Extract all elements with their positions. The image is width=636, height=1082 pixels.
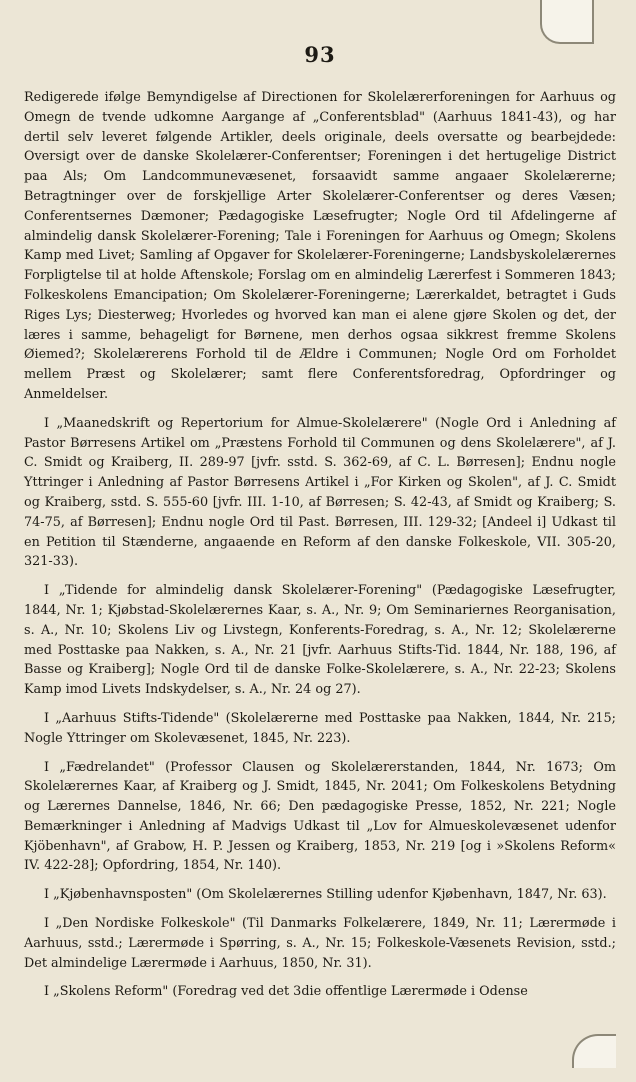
paragraph-faedrelandet: I „Fædrelandet" (Professor Clausen og Skolelærerstanden, 1844, Nr. 1673; Om Skolelærernes Kaar, af Kraiberg og J. Smidt, 1845, Nr. 2041; Om Folkeskolens Betydning og Lærernes Dannelse, 1846, Nr. 66; Den pædagogiske Presse, 1852, Nr. 221; Nogle Bemærkninger i Anledning af Madvigs Udkast til „Lov for Almueskolevæsenet udenfor Kjöbenhavn", af Grabow, H. P. Jessen og Kraiberg, 1853, Nr. 219 [og i »Skolens Reform« IV. 422-28]; Opfordring, 1854, Nr. 140). — [24, 759, 616, 874]
page-curl-bottom — [572, 1034, 616, 1068]
paragraph-aarhuus-stifts-tidende: I „Aarhuus Stifts-Tidende" (Skolelærerne med Posttaske paa Nakken, 1844, Nr. 215; Nogle Yttringer om Skolevæsenet, 1845, Nr. 223). — [24, 710, 616, 746]
paragraph-maanedskrift: I „Maanedskrift og Repertorium for Almue-Skolelærere" (Nogle Ord i Anledning af Pastor Børresens Artikel om „Præstens Forhold til Communen og dens Skolelærere", af J. C. Smidt og Kraiberg, II. 289-97 [jvfr. sstd. S. 362-69, af C. L. Børresen]; Endnu nogle Yttringer i Anledning af Pastor Børresens Artikel i „For Kirken og Skolen", af J. C. Smidt og Kraiberg, sstd. S. 555-60 [jvfr. III. 1-10, af Børresen; S. 42-43, af Smidt og Kraiberg; S. 74-75, af Børresen]; Endnu nogle Ord til Past. Børresen, III. 129-32; [Andeel i] Udkast til en Petition til Stænderne, angaaende en Reform af den danske Folkeskole, VII. 305-20, 321-33). — [24, 415, 616, 570]
page-number: 93 — [304, 42, 336, 67]
paragraph-nordiske-folkeskole: I „Den Nordiske Folkeskole" (Til Danmarks Folkelærere, 1849, Nr. 11; Lærermøde i Aarhuus, sstd.; Lærermøde i Spørring, s. A., Nr. 15; Folkeskole-Væsenets Revision, sstd.; Det almindelige Lærermøde i Aarhuus, 1850, Nr. 31). — [24, 916, 616, 971]
paragraph-conferentsblad: Redigerede ifølge Bemyndigelse af Directionen for Skolelærerforeningen for Aarhuus og Omegn de tvende udkomne Aargange af „Conferentsblad" (Aarhuus 1841-43), og har dertil selv leveret følgende Artikler, deels originale, deels oversatte og bearbejdede: Oversigt over de danske Skolelærer-Conferentser; Foreningen i det hertugelige District paa Als; Om Landcommunevæsenet, forsaavidt samme angaaer Skolelærerne; Betragtninger over de forskjellige Arter Skolelærer-Conferentser og deres Væsen; Conferentsernes Dæmoner; Pædagogiske Læsefrugter; Nogle Ord til Afdelingerne af almindelig dansk Skolelærer-Forening; Tale i Foreningen for Aarhuus og Omegn; Skolens Kamp med Livet; Samling af Opgaver for Skolelærer-Foreningerne; Landsbyskolelærernes Forpligtelse til at holde Aftenskole; Forslag om en almindelig Lærerfest i Sommeren 1843; Folkeskolens Emancipation; Om Skolelærer-Foreningerne; Lærerkaldet, betragtet i Guds Riges Lys; Diesterweg; Hvorledes og hvorved kan man ei alene gjøre Skolen og det, der læres i samme, behageligt for Børnene, men derhos ogsaa sikkrest fremme Skolens Øiemed?; Skolelærerens Forhold til de Ældre i Communen; Nogle Ord om Forholdet mellem Præst og Skolelærer; samt flere Conferentsforedrag, Opfordringer og Anmeldelser. — [24, 90, 616, 402]
paragraph-skolens-reform: I „Skolens Reform" (Foredrag ved det 3die offentlige Lærermøde i Odense — [44, 984, 528, 1000]
page-curl-top — [540, 0, 594, 44]
paragraph-kjobenhavnsposten: I „Kjøbenhavnsposten" (Om Skolelærernes Stilling udenfor Kjøbenhavn, 1847, Nr. 63). — [44, 887, 607, 903]
paragraph-tidende: I „Tidende for almindelig dansk Skolelærer-Forening" (Pædagogiske Læsefrugter, 1844, Nr. 1; Kjøbstad-Skolelærernes Kaar, s. A., Nr. 9; Om Seminariernes Reorganisation, s. A., Nr. 10; Skolens Liv og Livstegn, Konferents-Foredrag, s. A., Nr. 12; Skolelærerne med Posttaske paa Nakken, s. A., Nr. 21 [jvfr. Aarhuus Stifts-Tid. 1844, Nr. 188, 196, af Basse og Kraiberg]; Nogle Ord til de danske Folke-Skolelærere, s. A., Nr. 22-23; Skolens Kamp imod Livets Indskydelser, s. A., Nr. 24 og 27). — [24, 583, 616, 698]
